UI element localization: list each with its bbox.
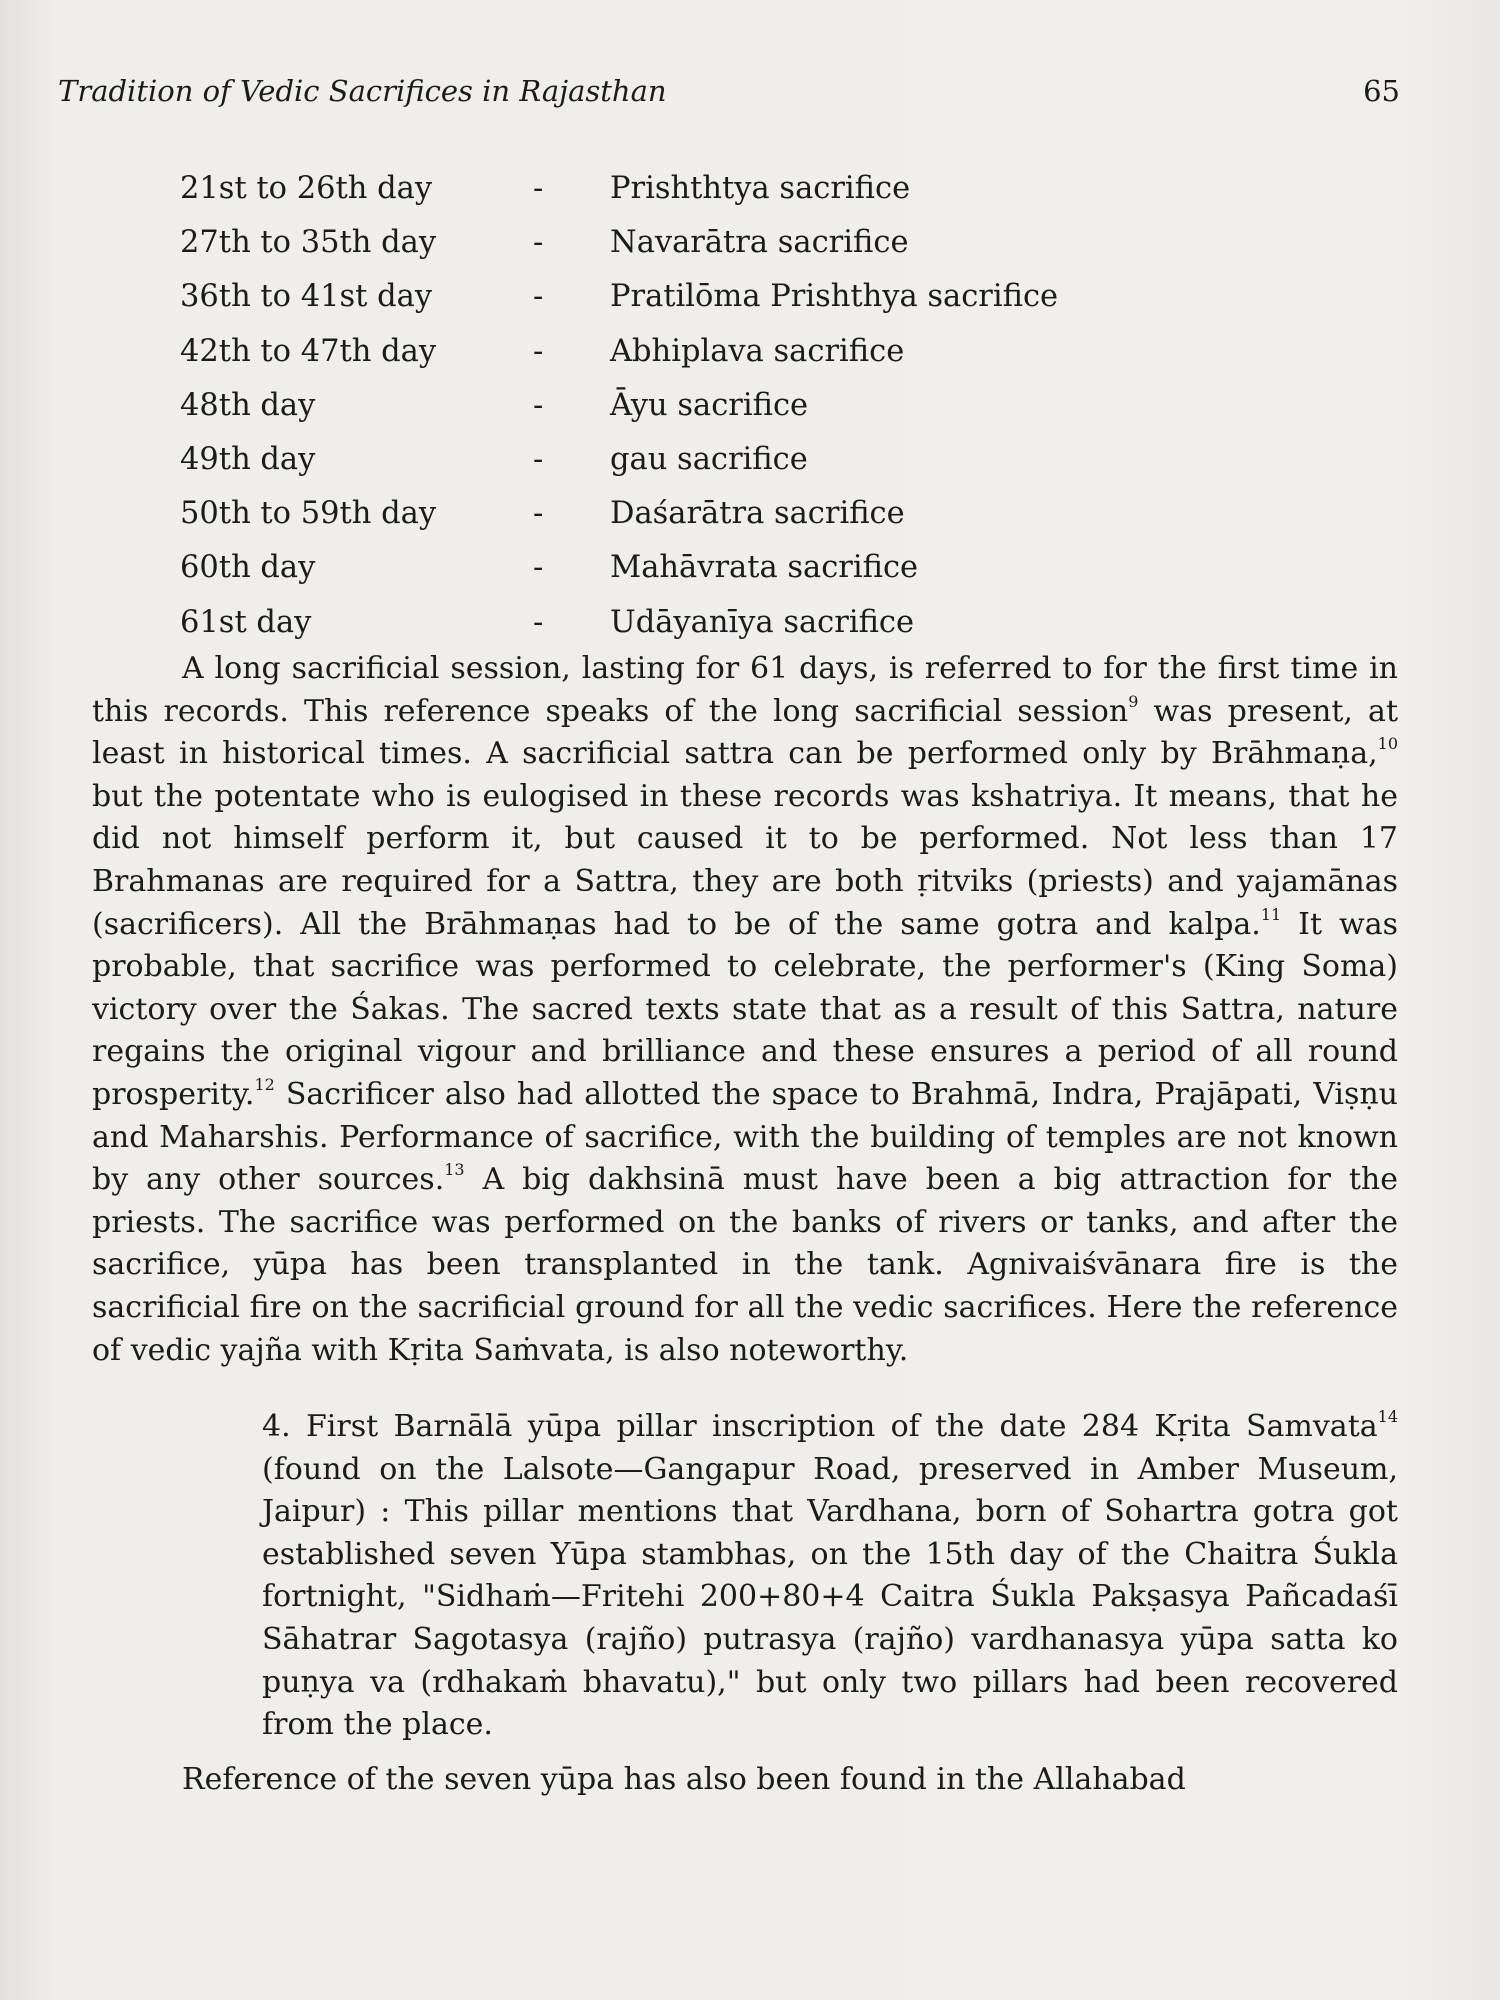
schedule-row bbox=[180, 325, 1300, 379]
schedule-dash: - bbox=[533, 387, 544, 423]
schedule-dash: - bbox=[533, 333, 544, 369]
schedule-row bbox=[180, 541, 1300, 595]
paragraph-text: (found on the Lalsote—Gangapur Road, preserved in Amber Museum, Jaipur) : This pillar mentions that Vardhana, born of Sohartra gotra got established seven Yūpa stambhas, on the 15th day of the Chaitra Śukla fortnight, "Sidhaṁ—Fritehi 200+80+4 Caitra Śukla Pakṣasya Pañcadaśī Sāhatrar Sagotasya (rajño) putrasya (rajño) vardhanasya yūpa satta ko puṇya va (rdhakaṁ bhavatu)," but only two pillars had been recovered from the place. bbox=[262, 1451, 1398, 1743]
footnote-ref: 11 bbox=[1260, 904, 1282, 924]
paragraph-text: Sacrificer also had allotted the space to Brahmā, Indra, Prajāpati, Viṣṇu and Maharshis. Performance of sacrifice, with the building of temples are not known by any other sources. bbox=[92, 1076, 1398, 1198]
schedule-days: 36th to 41st day bbox=[180, 279, 433, 315]
paragraph-text: It was probable, that sacrifice was performed to celebrate, the performer's (King Soma) victory over the Śakas. The sacred texts state that as a result of this Sattra, nature regains the original vigour and brilliance and these ensures a period of all round prosperity. bbox=[92, 906, 1398, 1112]
paragraph-text: A big dakhsinā must have been a big attraction for the priests. The sacrifice was performed on the banks of rivers or tanks, and after the sacrifice, yūpa has been transplanted in the tank. Agnivaiśvānara fire is the sacrificial fire on the sacrificial ground for all the vedic sacrifices. Here the reference of vedic yajña with Kṛita Saṁvata, is also noteworthy. bbox=[92, 1162, 1398, 1368]
running-header bbox=[58, 74, 1400, 118]
schedule-dash: - bbox=[533, 225, 544, 261]
footnote-ref: 10 bbox=[1377, 734, 1398, 754]
page-number: 65 bbox=[1363, 74, 1400, 108]
schedule-dash: - bbox=[533, 604, 544, 640]
schedule-days: 49th day bbox=[180, 441, 316, 477]
schedule-sacrifice: Abhiplava sacrifice bbox=[610, 333, 905, 369]
schedule-days: 21st to 26th day bbox=[180, 171, 433, 206]
paragraph-text: but the potentate who is eulogised in these records was kshatriya. It means, that he did not himself perform it, but caused it to be performed. Not less than 17 Brahmanas are required for a Sattra, they are both ṛitviks (priests) and yajamānas (sacrificers). All the Brāhmaṇas had to be of the same gotra and kalpa. bbox=[92, 778, 1398, 942]
paragraph-text: Reference of the seven yūpa has also been found in the Allahabad bbox=[182, 1761, 1186, 1797]
schedule-row bbox=[180, 433, 1300, 487]
schedule-days: 61st day bbox=[180, 604, 312, 640]
schedule-dash: - bbox=[533, 279, 544, 315]
schedule-row bbox=[180, 162, 1300, 216]
schedule-dash: - bbox=[533, 441, 544, 477]
footnote-ref: 12 bbox=[254, 1074, 275, 1094]
schedule-days: 48th day bbox=[180, 387, 316, 423]
schedule-days: 50th to 59th day bbox=[180, 496, 437, 532]
paragraph-text: was present, at least in historical times. A sacrificial sattra can be performed only by Brāhmaṇa, bbox=[92, 693, 1398, 772]
paragraph-seven-yupa bbox=[92, 1759, 1398, 1802]
inscription-item-4 bbox=[262, 1406, 1398, 1747]
footnote-ref: 9 bbox=[1128, 691, 1139, 711]
schedule-dash: - bbox=[533, 550, 544, 586]
running-title: Tradition of Vedic Sacrifices in Rajasthan bbox=[58, 74, 667, 108]
paragraph-long-sacrificial-session bbox=[92, 648, 1398, 1372]
schedule-sacrifice: gau sacrifice bbox=[610, 441, 808, 477]
schedule-sacrifice: Mahāvrata sacrifice bbox=[610, 550, 919, 586]
schedule-row bbox=[180, 487, 1300, 541]
schedule-sacrifice: Pratilōma Prishthya sacrifice bbox=[610, 279, 1059, 315]
schedule-sacrifice: Navarātra sacrifice bbox=[610, 225, 909, 261]
schedule-sacrifice: Daśarātra sacrifice bbox=[610, 496, 905, 532]
body-text bbox=[92, 648, 1398, 1801]
paragraph-text: A long sacrificial session, lasting for 61 days, is referred to for the first time in this records. This reference speaks of the long sacrificial session bbox=[92, 651, 1398, 729]
schedule-sacrifice: Āyu sacrifice bbox=[610, 387, 809, 423]
footnote-ref: 14 bbox=[1377, 1407, 1398, 1427]
schedule-row bbox=[180, 596, 1300, 650]
footnote-ref: 13 bbox=[444, 1160, 465, 1180]
schedule-dash: - bbox=[533, 496, 544, 532]
schedule-row bbox=[180, 216, 1300, 270]
schedule-sacrifice: Udāyanīya sacrifice bbox=[610, 604, 915, 640]
paragraph-text: 4. First Barnālā yūpa pillar inscription of the date 284 Kṛita Samvata bbox=[262, 1409, 1378, 1445]
schedule-days: 42th to 47th day bbox=[180, 333, 437, 369]
schedule-row bbox=[180, 379, 1300, 433]
schedule-sacrifice: Prishthtya sacrifice bbox=[610, 171, 911, 206]
schedule-days: 27th to 35th day bbox=[180, 225, 437, 261]
schedule-dash: - bbox=[533, 171, 544, 206]
sacrifice-schedule-list bbox=[180, 162, 1300, 650]
schedule-row bbox=[180, 270, 1300, 324]
schedule-days: 60th day bbox=[180, 550, 316, 586]
